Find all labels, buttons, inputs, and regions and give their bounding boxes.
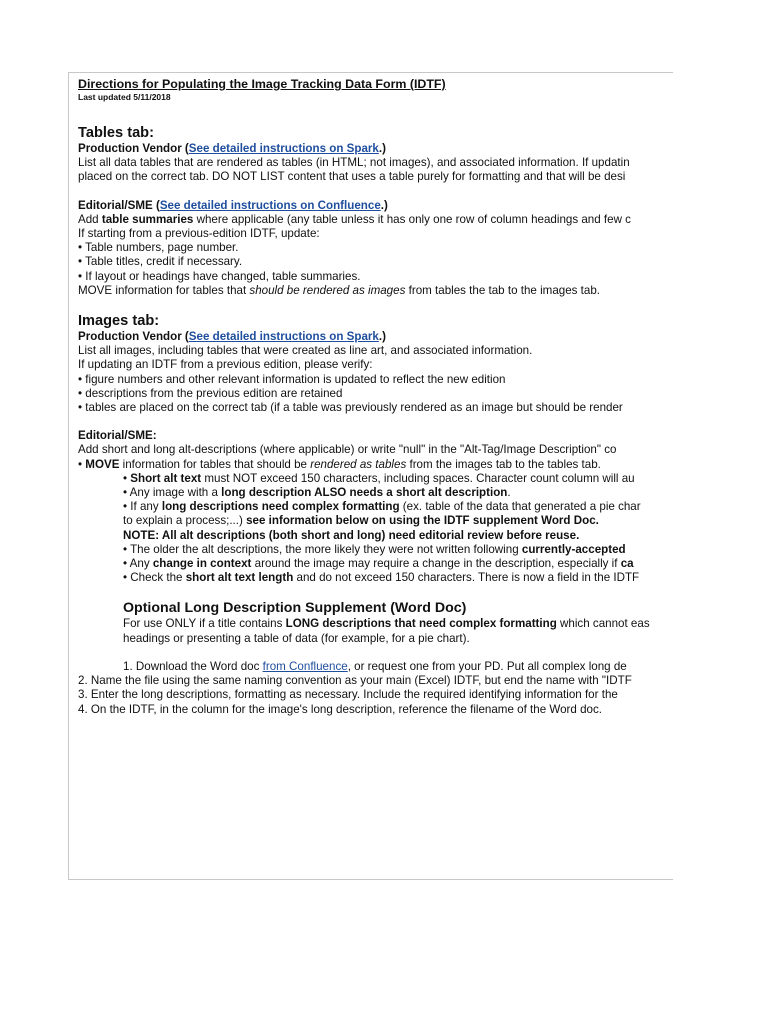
supplement-step-1: 1. Download the Word doc from Confluence, or request one from your PD. Put all complex long de — [123, 659, 627, 673]
last-updated: Last updated 5/11/2018 — [78, 92, 171, 102]
images-sub-4: • The older the alt descriptions, the more likely they were not written following currently-accepted — [123, 542, 626, 556]
images-sub-1: • Short alt text must NOT exceed 150 characters, including spaces. Character count column will au — [123, 471, 635, 485]
tables-bullet-3: • If layout or headings have changed, table summaries. — [78, 269, 361, 283]
images-tab-heading: Images tab: — [78, 313, 160, 330]
images-sub-3: • If any long descriptions need complex formatting (ex. table of the data that generated a pie char — [123, 500, 641, 514]
tables-prev-edition: If starting from a previous-edition IDTF, update: — [78, 227, 320, 241]
supplement-heading: Optional Long Description Supplement (Word Doc) — [123, 600, 467, 617]
images-bullet-1: • figure numbers and other relevant information is updated to reflect the new edition — [78, 372, 506, 386]
images-vendor-line: Production Vendor (See detailed instructions on Spark.) — [78, 330, 386, 344]
supplement-use-line: For use ONLY if a title contains LONG descriptions that need complex formatting which cannot eas — [123, 617, 650, 631]
document-page — [68, 72, 673, 880]
tables-line-1: List all data tables that are rendered as tables (in HTML; not images), and associated information. If updatin — [78, 156, 630, 170]
document-content — [78, 77, 673, 717]
images-add-line: Add short and long alt-descriptions (where applicable) or write "null" in the "Alt-Tag/Image Description" co — [78, 443, 617, 457]
images-editorial-label: Editorial/SME: — [78, 429, 157, 443]
images-sub-3b: to explain a process;...) see information below on using the IDTF supplement Word Doc. — [123, 514, 599, 528]
tables-add-summaries: Add table summaries where applicable (any table unless it has only one row of column headings and few c — [78, 212, 631, 226]
document-title: Directions for Populating the Image Tracking Data Form (IDTF) — [78, 77, 446, 91]
confluence-download-link[interactable]: from Confluence — [262, 659, 348, 673]
images-bullet-3: • tables are placed on the correct tab (if a table was previously rendered as an image but should be render — [78, 401, 623, 415]
tables-vendor-line: Production Vendor (See detailed instructions on Spark.) — [78, 142, 386, 155]
images-sub-5: • Any change in context around the image may require a change in the description, especially if ca — [123, 557, 634, 571]
tables-tab-heading: Tables tab: — [78, 125, 154, 141]
supplement-step-4: 4. On the IDTF, in the column for the image's long description, reference the filename of the Word doc. — [78, 702, 602, 716]
supplement-step-2: 2. Name the file using the same naming convention as your main (Excel) IDTF, but end the name with "IDTF — [78, 674, 632, 688]
images-note: NOTE: All alt descriptions (both short and long) need editorial review before reuse. — [123, 528, 580, 542]
images-line-2: If updating an IDTF from a previous edition, please verify: — [78, 358, 373, 372]
tables-line-2: placed on the correct tab. DO NOT LIST content that uses a table purely for formatting and that will be desi — [78, 170, 626, 184]
images-sub-6: • Check the short alt text length and do not exceed 150 characters. There is now a field in the IDTF — [123, 571, 640, 585]
tables-move-line: MOVE information for tables that should be rendered as images from tables the tab to the images tab. — [78, 283, 601, 297]
spark-instructions-link[interactable]: See detailed instructions on Spark — [188, 142, 379, 155]
tables-bullet-1: • Table numbers, page number. — [78, 241, 239, 255]
images-line-1: List all images, including tables that were created as line art, and associated information. — [78, 344, 533, 358]
images-move-line: • MOVE information for tables that should be rendered as tables from the images tab to the tables tab. — [78, 457, 601, 471]
images-sub-2: • Any image with a long description ALSO needs a short alt description. — [123, 486, 511, 500]
supplement-step-3: 3. Enter the long descriptions, formatting as necessary. Include the required identifying information for the — [78, 688, 618, 702]
tables-editorial-line: Editorial/SME (See detailed instructions on Confluence.) — [78, 198, 388, 212]
supplement-use-line-2: headings or presenting a table of data (for example, for a pie chart). — [123, 631, 470, 645]
images-bullet-2: • descriptions from the previous edition are retained — [78, 386, 343, 400]
spark-instructions-link-2[interactable]: See detailed instructions on Spark — [188, 330, 379, 344]
confluence-instructions-link[interactable]: See detailed instructions on Confluence — [159, 198, 381, 212]
tables-bullet-2: • Table titles, credit if necessary. — [78, 255, 243, 269]
